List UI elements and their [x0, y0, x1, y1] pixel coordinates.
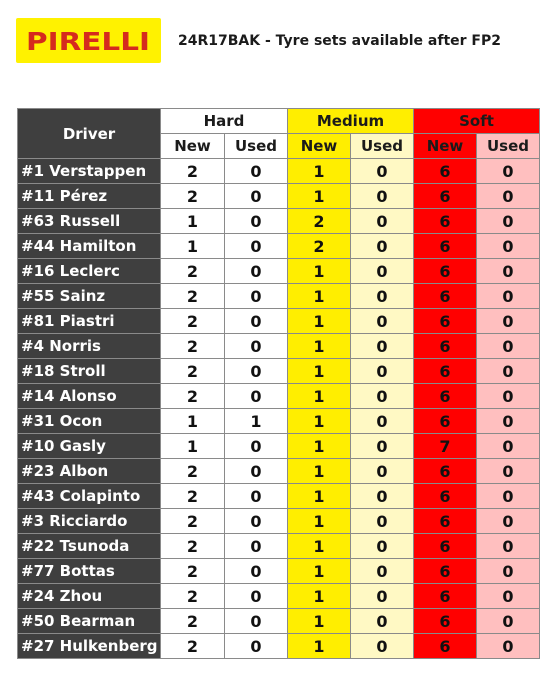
cell-hard-new: 2: [161, 559, 225, 584]
cell-medium-new: 1: [288, 559, 351, 584]
table-row: [18, 584, 540, 609]
table-row: [18, 284, 540, 309]
cell-hard-new: 2: [161, 459, 225, 484]
cell-soft-new: 6: [414, 634, 477, 659]
cell-soft-new: 6: [414, 309, 477, 334]
cell-hard-used: 0: [225, 459, 288, 484]
table-row: [18, 234, 540, 259]
cell-hard-used: 0: [225, 184, 288, 209]
cell-medium-used: 0: [351, 434, 414, 459]
cell-soft-used: 0: [477, 409, 540, 434]
driver-name: #55 Sainz: [18, 284, 161, 309]
table-row: [18, 634, 540, 659]
table-row: [18, 159, 540, 184]
cell-medium-new: 1: [288, 609, 351, 634]
cell-medium-used: 0: [351, 259, 414, 284]
cell-medium-new: 2: [288, 234, 351, 259]
cell-medium-new: 1: [288, 409, 351, 434]
driver-name: #43 Colapinto: [18, 484, 161, 509]
cell-soft-new: 6: [414, 584, 477, 609]
cell-medium-used: 0: [351, 634, 414, 659]
cell-medium-new: 1: [288, 384, 351, 409]
cell-medium-used: 0: [351, 234, 414, 259]
cell-medium-used: 0: [351, 559, 414, 584]
driver-name: #31 Ocon: [18, 409, 161, 434]
cell-soft-new: 6: [414, 334, 477, 359]
cell-medium-used: 0: [351, 359, 414, 384]
table-row: [18, 559, 540, 584]
cell-hard-used: 0: [225, 284, 288, 309]
cell-hard-used: 0: [225, 309, 288, 334]
driver-column-header: Driver: [18, 109, 161, 159]
cell-hard-new: 2: [161, 309, 225, 334]
table-row: [18, 184, 540, 209]
cell-hard-new: 1: [161, 234, 225, 259]
cell-hard-new: 2: [161, 609, 225, 634]
cell-hard-new: 2: [161, 509, 225, 534]
table-row: [18, 459, 540, 484]
cell-soft-new: 6: [414, 409, 477, 434]
cell-soft-used: 0: [477, 584, 540, 609]
table-row: [18, 484, 540, 509]
driver-name: #16 Leclerc: [18, 259, 161, 284]
cell-hard-new: 1: [161, 434, 225, 459]
cell-hard-used: 0: [225, 534, 288, 559]
table-row: [18, 309, 540, 334]
cell-soft-used: 0: [477, 459, 540, 484]
cell-soft-new: 6: [414, 459, 477, 484]
cell-soft-new: 6: [414, 534, 477, 559]
cell-soft-used: 0: [477, 159, 540, 184]
cell-soft-new: 6: [414, 509, 477, 534]
cell-hard-used: 0: [225, 484, 288, 509]
sub-header-hard-new: New: [161, 134, 225, 159]
cell-medium-new: 2: [288, 209, 351, 234]
driver-name: #10 Gasly: [18, 434, 161, 459]
cell-medium-used: 0: [351, 459, 414, 484]
cell-hard-used: 0: [225, 159, 288, 184]
cell-hard-used: 0: [225, 384, 288, 409]
table-row: [18, 509, 540, 534]
table-row: [18, 359, 540, 384]
compound-header-medium: Medium: [288, 109, 414, 134]
cell-soft-new: 6: [414, 284, 477, 309]
compound-header-row: [18, 109, 540, 134]
cell-hard-new: 1: [161, 209, 225, 234]
cell-medium-used: 0: [351, 284, 414, 309]
cell-soft-new: 6: [414, 234, 477, 259]
cell-medium-new: 1: [288, 434, 351, 459]
driver-name: #77 Bottas: [18, 559, 161, 584]
cell-hard-used: 0: [225, 259, 288, 284]
cell-hard-used: 0: [225, 334, 288, 359]
cell-hard-new: 2: [161, 534, 225, 559]
driver-name: #50 Bearman: [18, 609, 161, 634]
table-row: [18, 334, 540, 359]
pirelli-logo-text: PIRELLI: [26, 27, 150, 56]
cell-soft-new: 6: [414, 209, 477, 234]
cell-soft-used: 0: [477, 309, 540, 334]
cell-hard-used: 0: [225, 609, 288, 634]
document-title: 24R17BAK - Tyre sets available after FP2: [178, 33, 501, 49]
cell-hard-new: 2: [161, 359, 225, 384]
cell-hard-new: 2: [161, 284, 225, 309]
tyre-table-body: [18, 159, 540, 659]
cell-medium-used: 0: [351, 534, 414, 559]
driver-name: #18 Stroll: [18, 359, 161, 384]
cell-hard-new: 2: [161, 484, 225, 509]
cell-medium-new: 1: [288, 309, 351, 334]
cell-soft-new: 6: [414, 384, 477, 409]
cell-soft-used: 0: [477, 634, 540, 659]
driver-name: #63 Russell: [18, 209, 161, 234]
cell-soft-new: 6: [414, 609, 477, 634]
cell-medium-new: 1: [288, 284, 351, 309]
table-row: [18, 209, 540, 234]
cell-soft-new: 6: [414, 184, 477, 209]
driver-name: #4 Norris: [18, 334, 161, 359]
cell-hard-new: 2: [161, 184, 225, 209]
cell-soft-new: 7: [414, 434, 477, 459]
driver-name: #14 Alonso: [18, 384, 161, 409]
cell-hard-used: 1: [225, 409, 288, 434]
driver-name: #27 Hulkenberg: [18, 634, 161, 659]
table-row: [18, 534, 540, 559]
table-row: [18, 609, 540, 634]
cell-hard-new: 2: [161, 384, 225, 409]
cell-medium-used: 0: [351, 209, 414, 234]
cell-medium-new: 1: [288, 584, 351, 609]
cell-soft-new: 6: [414, 159, 477, 184]
cell-soft-new: 6: [414, 559, 477, 584]
cell-medium-new: 1: [288, 634, 351, 659]
cell-hard-used: 0: [225, 234, 288, 259]
compound-header-soft: Soft: [414, 109, 540, 134]
sub-header-soft-new: New: [414, 134, 477, 159]
compound-header-hard: Hard: [161, 109, 288, 134]
cell-medium-new: 1: [288, 159, 351, 184]
cell-hard-used: 0: [225, 209, 288, 234]
cell-medium-new: 1: [288, 459, 351, 484]
cell-soft-new: 6: [414, 259, 477, 284]
cell-medium-new: 1: [288, 184, 351, 209]
cell-medium-new: 1: [288, 359, 351, 384]
table-row: [18, 384, 540, 409]
driver-name: #22 Tsunoda: [18, 534, 161, 559]
cell-soft-new: 6: [414, 484, 477, 509]
cell-soft-used: 0: [477, 434, 540, 459]
cell-hard-new: 2: [161, 259, 225, 284]
sub-header-medium-new: New: [288, 134, 351, 159]
pirelli-logo: [16, 18, 161, 63]
driver-name: #1 Verstappen: [18, 159, 161, 184]
cell-medium-used: 0: [351, 309, 414, 334]
driver-name: #23 Albon: [18, 459, 161, 484]
cell-hard-used: 0: [225, 359, 288, 384]
cell-soft-used: 0: [477, 234, 540, 259]
driver-name: #11 Pérez: [18, 184, 161, 209]
tyre-sets-table: [17, 108, 540, 659]
cell-medium-used: 0: [351, 609, 414, 634]
driver-name: #44 Hamilton: [18, 234, 161, 259]
cell-medium-new: 1: [288, 484, 351, 509]
cell-medium-new: 1: [288, 259, 351, 284]
cell-soft-new: 6: [414, 359, 477, 384]
cell-soft-used: 0: [477, 559, 540, 584]
cell-medium-new: 1: [288, 334, 351, 359]
cell-hard-new: 2: [161, 634, 225, 659]
driver-name: #3 Ricciardo: [18, 509, 161, 534]
cell-hard-new: 2: [161, 334, 225, 359]
cell-soft-used: 0: [477, 359, 540, 384]
cell-soft-used: 0: [477, 534, 540, 559]
table-row: [18, 259, 540, 284]
driver-name: #81 Piastri: [18, 309, 161, 334]
cell-hard-used: 0: [225, 634, 288, 659]
sub-header-hard-used: Used: [225, 134, 288, 159]
cell-medium-used: 0: [351, 509, 414, 534]
driver-name: #24 Zhou: [18, 584, 161, 609]
cell-soft-used: 0: [477, 284, 540, 309]
cell-soft-used: 0: [477, 484, 540, 509]
table-row: [18, 409, 540, 434]
cell-hard-used: 0: [225, 434, 288, 459]
cell-soft-used: 0: [477, 259, 540, 284]
cell-soft-used: 0: [477, 334, 540, 359]
cell-soft-used: 0: [477, 384, 540, 409]
cell-hard-used: 0: [225, 509, 288, 534]
cell-soft-used: 0: [477, 509, 540, 534]
cell-hard-used: 0: [225, 584, 288, 609]
cell-hard-new: 1: [161, 409, 225, 434]
sub-header-medium-used: Used: [351, 134, 414, 159]
cell-soft-used: 0: [477, 184, 540, 209]
cell-soft-used: 0: [477, 609, 540, 634]
cell-medium-used: 0: [351, 159, 414, 184]
cell-medium-used: 0: [351, 334, 414, 359]
cell-hard-new: 2: [161, 159, 225, 184]
cell-medium-used: 0: [351, 184, 414, 209]
cell-hard-new: 2: [161, 584, 225, 609]
sub-header-soft-used: Used: [477, 134, 540, 159]
cell-medium-used: 0: [351, 384, 414, 409]
cell-hard-used: 0: [225, 559, 288, 584]
cell-medium-new: 1: [288, 534, 351, 559]
cell-medium-used: 0: [351, 484, 414, 509]
cell-medium-used: 0: [351, 409, 414, 434]
cell-medium-used: 0: [351, 584, 414, 609]
table-row: [18, 434, 540, 459]
cell-medium-new: 1: [288, 509, 351, 534]
cell-soft-used: 0: [477, 209, 540, 234]
